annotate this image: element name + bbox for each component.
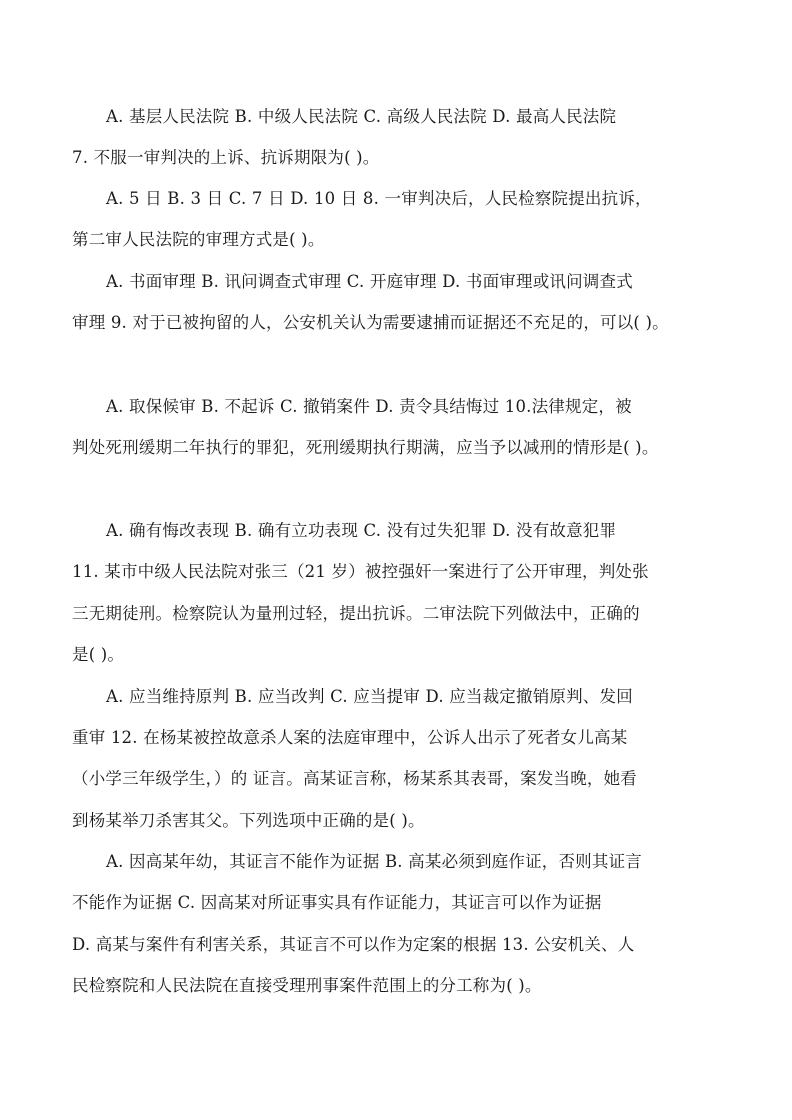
option-line: A. 基层人民法院 B. 中级人民法院 C. 高级人民法院 D. 最高人民法院 bbox=[106, 107, 617, 126]
question-line: 民检察院和人民法院在直接受理刑事案件范围上的分工称为( )。 bbox=[72, 976, 542, 995]
question-line: 三无期徒刑。检察院认为量刑过轻，提出抗诉。二审法院下列做法中，正确的 bbox=[72, 604, 640, 623]
question-line: 11. 某市中级人民法院对张三（21 岁）被控强奸一案进行了公开审理，判处张 bbox=[72, 562, 649, 581]
option-line: A. 确有悔改表现 B. 确有立功表现 C. 没有过失犯罪 D. 没有故意犯罪 bbox=[106, 521, 617, 540]
option-line: A. 应当维持原判 B. 应当改判 C. 应当提审 D. 应当裁定撤销原判、发回 bbox=[106, 687, 633, 706]
question-line: 到杨某举刀杀害其父。下列选项中正确的是( )。 bbox=[72, 811, 425, 830]
question-line: 重审 12. 在杨某被控故意杀人案的法庭审理中，公诉人出示了死者女儿高某 bbox=[72, 728, 628, 747]
option-line: A. 5 日 B. 3 日 C. 7 日 D. 10 日 8. 一审判决后，人民检察院提出抗诉， bbox=[106, 189, 652, 208]
question-line: 7. 不服一审判决的上诉、抗诉期限为( )。 bbox=[72, 148, 380, 167]
question-line: 判处死刑缓期二年执行的罪犯，死刑缓期执行期满，应当予以减刑的情形是( )。 bbox=[72, 438, 659, 457]
question-line: 是( )。 bbox=[72, 645, 125, 664]
option-line: A. 书面审理 B. 讯问调查式审理 C. 开庭审理 D. 书面审理或讯问调查式 bbox=[106, 272, 633, 291]
question-line: 第二审人民法院的审理方式是( )。 bbox=[72, 230, 325, 249]
option-line: 不能作为证据 C. 因高某对所证事实具有作证能力，其证言可以作为证据 bbox=[72, 893, 602, 912]
option-line: A. 因高某年幼，其证言不能作为证据 B. 高某必须到庭作证，否则其证言 bbox=[106, 852, 642, 871]
question-line: 审理 9. 对于已被拘留的人，公安机关认为需要逮捕而证据还不充足的，可以( )。 bbox=[72, 313, 669, 332]
option-line: A. 取保候审 B. 不起诉 C. 撤销案件 D. 责令具结悔过 10.法律规定，被 bbox=[106, 397, 632, 416]
question-line: （小学三年级学生，）的 证言。高某证言称，杨某系其表哥，案发当晚，她看 bbox=[72, 769, 637, 788]
option-line: D. 高某与案件有利害关系，其证言不可以作为定案的根据 13. 公安机关、人 bbox=[72, 935, 635, 954]
